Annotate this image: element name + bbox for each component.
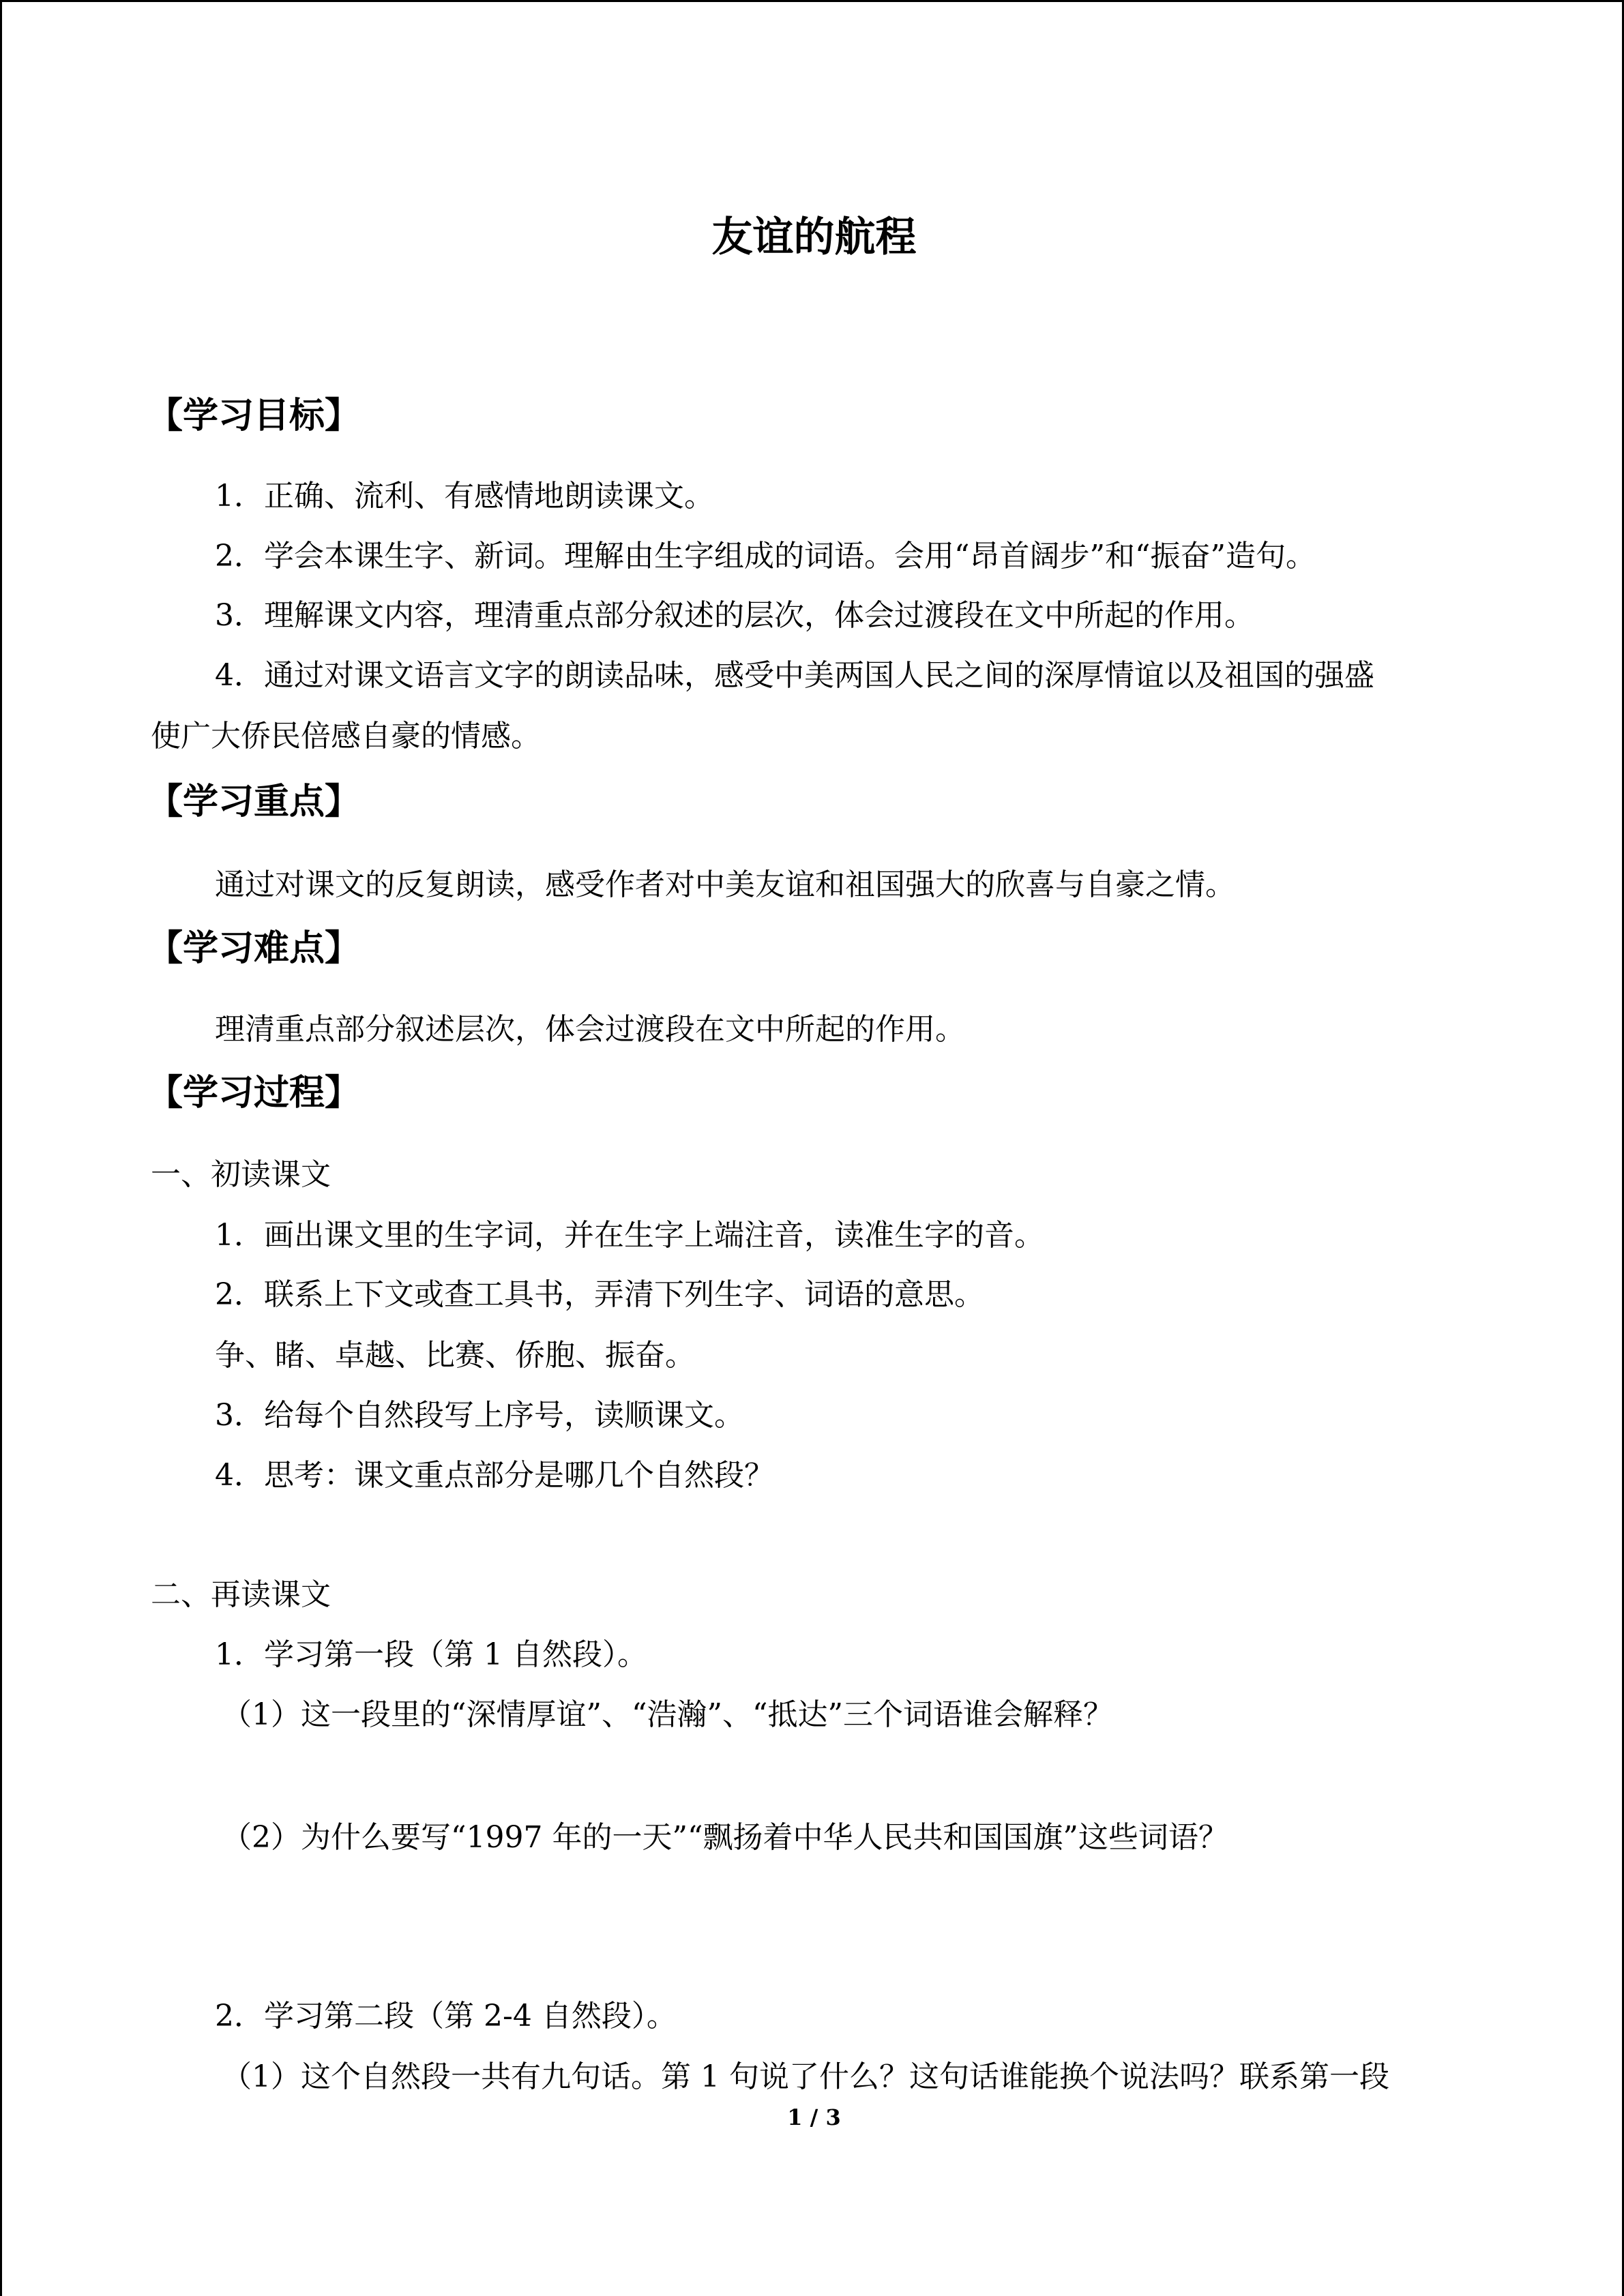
part2-item: （2）为什么要写“1997 年的一天”“飘扬着中华人民共和国国旗”这些词语？ [222,1820,1228,1855]
part2-item: 2．学习第二段（第 2-4 自然段）。 [215,1999,677,2033]
goal-item-continuation: 使广大侨民倍感自豪的情感。 [151,719,541,754]
part2-item: （1）这个自然段一共有九句话。第 1 句说了什么？这句话谁能换个说法吗？联系第一段 [222,2059,1389,2094]
goal-item: 2．学会本课生字、新词。理解由生字组成的词语。会用“昂首阔步”和“振奋”造句。 [215,539,1316,573]
part1-item: 2．联系上下文或查工具书，弄清下列生字、词语的意思。 [215,1277,984,1312]
part2-item: （1）这一段里的“深情厚谊”、“浩瀚”、“抵达”三个词语谁会解释？ [222,1697,1113,1732]
page-title: 友谊的航程 [711,213,917,261]
part1-item: 3．给每个自然段写上序号，读顺课文。 [215,1398,744,1433]
part2-item: 1．学习第一段（第 1 自然段）。 [215,1637,647,1672]
difficulty-heading: 【学习难点】 [147,928,361,969]
goals-heading: 【学习目标】 [147,396,361,436]
goal-item: 3．理解课文内容，理清重点部分叙述的层次，体会过渡段在文中所起的作用。 [215,598,1254,633]
goal-item: 4．通过对课文语言文字的朗读品味，感受中美两国人民之间的深厚情谊以及祖国的强盛 [215,658,1374,693]
key-heading: 【学习重点】 [147,781,361,822]
part1-item: 争、睹、卓越、比赛、侨胞、振奋。 [215,1338,695,1373]
part1-item: 1．画出课文里的生字词，并在生字上端注音，读准生字的音。 [215,1218,1044,1253]
goal-item: 1．正确、流利、有感情地朗读课文。 [215,479,714,513]
part1-item: 4．思考：课文重点部分是哪几个自然段？ [215,1458,774,1493]
page-number: 1 / 3 [787,2104,841,2130]
part2-title: 二、再读课文 [151,1577,331,1612]
difficulty-text: 理清重点部分叙述层次，体会过渡段在文中所起的作用。 [215,1012,965,1047]
part1-title: 一、初读课文 [151,1157,331,1192]
key-text: 通过对课文的反复朗读，感受作者对中美友谊和祖国强大的欣喜与自豪之情。 [215,867,1235,902]
process-heading: 【学习过程】 [147,1073,361,1114]
